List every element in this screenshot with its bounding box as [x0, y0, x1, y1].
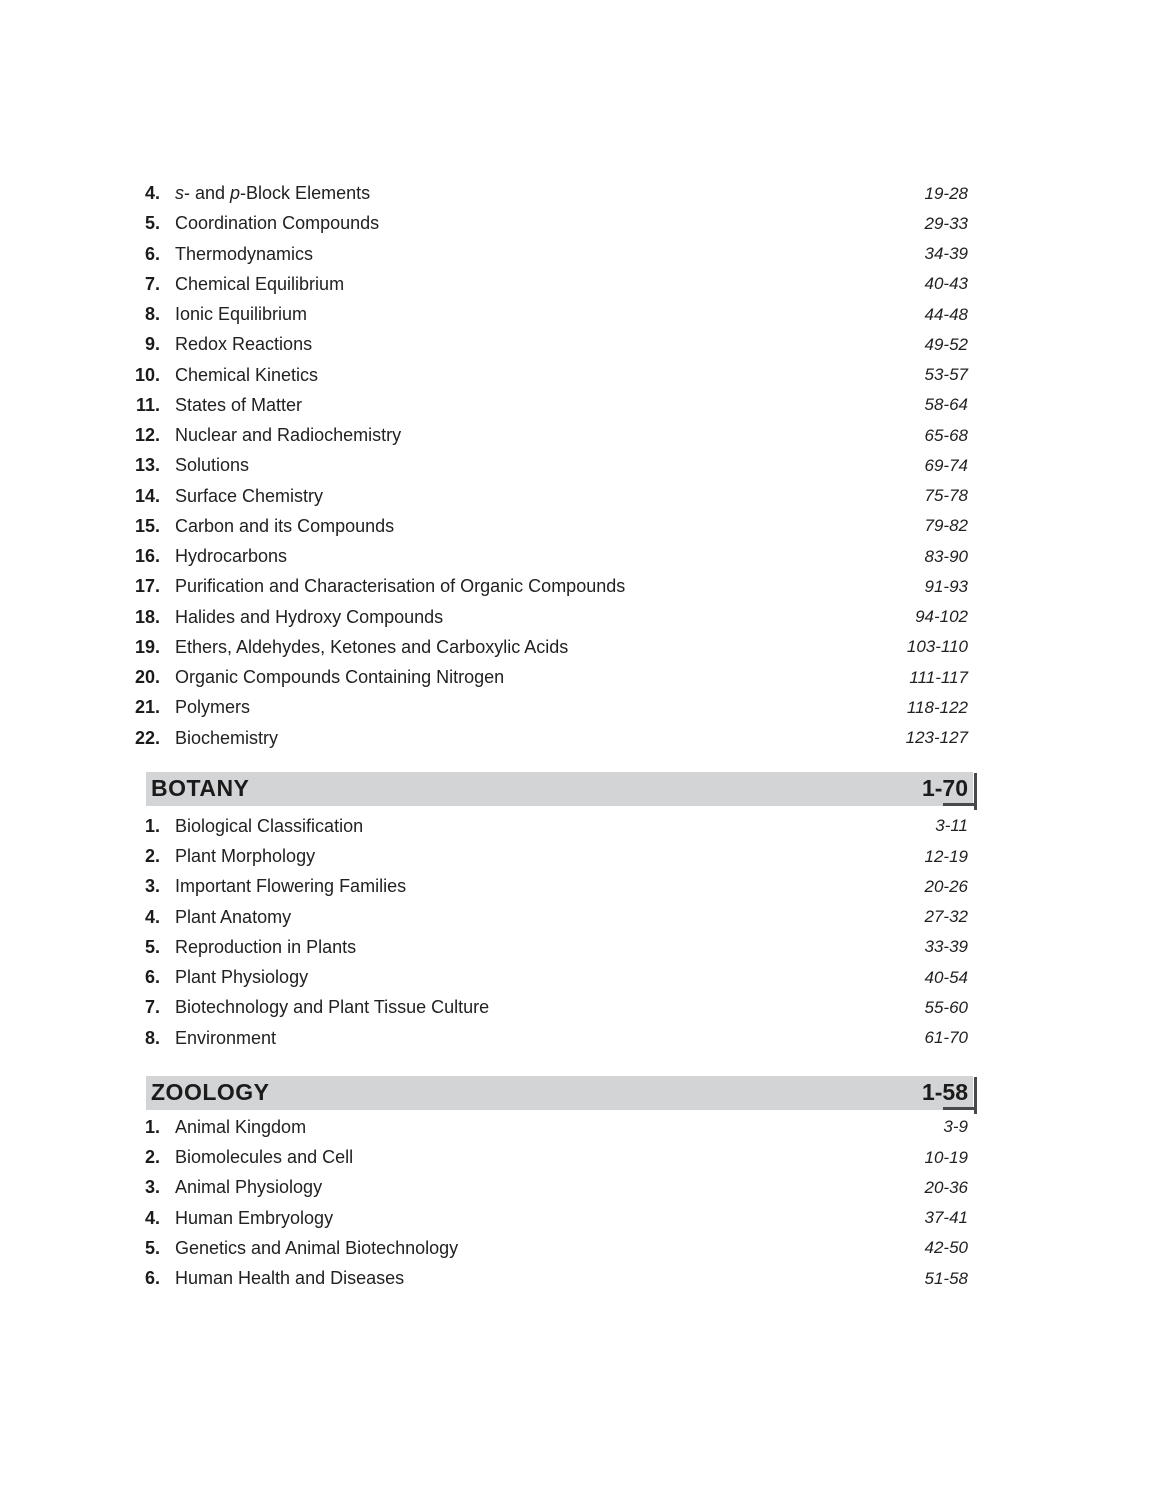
- chapter-title: Carbon and its Compounds: [175, 515, 395, 536]
- toc-row: [134, 841, 973, 871]
- chapter-page-range: 61-70: [924, 1028, 968, 1048]
- toc-row: [134, 692, 973, 722]
- chapter-title: Nuclear and Radiochemistry: [175, 425, 402, 446]
- chapter-title: Chemical Kinetics: [175, 364, 319, 385]
- chapter-page-range: 3-11: [935, 816, 968, 836]
- chapter-page-range: 27-32: [924, 907, 968, 927]
- chapter-number: 1.: [144, 1116, 160, 1137]
- chapter-title: Biochemistry: [175, 727, 279, 748]
- toc-row: [134, 571, 973, 601]
- chapter-number: 9.: [144, 334, 160, 355]
- chapter-number: 17.: [134, 576, 160, 597]
- chapter-title: Biotechnology and Plant Tissue Culture: [175, 997, 490, 1018]
- chapter-page-range: 20-26: [924, 876, 968, 896]
- chapter-number: 6.: [144, 243, 160, 264]
- toc-row: [134, 1203, 973, 1233]
- toc-row: [134, 390, 973, 420]
- toc-row: [134, 992, 973, 1022]
- chapter-number: 2.: [144, 846, 160, 867]
- chapter-page-range: 79-82: [924, 516, 968, 536]
- toc-row: [134, 178, 973, 208]
- toc-row: [134, 420, 973, 450]
- section-botany: [134, 772, 973, 1053]
- chapter-number: 15.: [134, 515, 160, 536]
- chapter-title: Environment: [175, 1027, 277, 1048]
- chapter-page-range: 40-43: [924, 274, 968, 294]
- chapter-title: Plant Morphology: [175, 846, 316, 867]
- chapter-title: Plant Anatomy: [175, 906, 292, 927]
- chapter-page-range: 49-52: [924, 334, 968, 354]
- chapter-page-range: 19-28: [924, 183, 968, 203]
- chapter-title: States of Matter: [175, 394, 303, 415]
- toc-row: [134, 871, 973, 901]
- chapter-title: Redox Reactions: [175, 334, 313, 355]
- chapter-page-range: 123-127: [905, 728, 968, 748]
- chapter-number: 12.: [134, 425, 160, 446]
- chapter-page-range: 40-54: [924, 967, 968, 987]
- section-title: BOTANY: [151, 775, 250, 802]
- chapter-title: Biological Classification: [175, 815, 364, 836]
- toc-content: [134, 0, 973, 1293]
- chapter-title: Important Flowering Families: [175, 876, 407, 897]
- chapter-page-range: 58-64: [924, 395, 968, 415]
- chapter-page-range: 65-68: [924, 425, 968, 445]
- chapter-page-range: 12-19: [924, 846, 968, 866]
- chapter-number: 16.: [134, 546, 160, 567]
- chapter-number: 19.: [134, 636, 160, 657]
- chapter-title: Plant Physiology: [175, 967, 309, 988]
- section-chemistry-continued: [134, 178, 973, 753]
- chapter-title: Biomolecules and Cell: [175, 1147, 354, 1168]
- chapter-number: 13.: [134, 455, 160, 476]
- section-zoology: [134, 1076, 973, 1294]
- chapter-title: Solutions: [175, 455, 250, 476]
- corner-bracket-horizontal: [943, 803, 977, 806]
- toc-row: [134, 208, 973, 238]
- section-page-range: 1-58: [921, 1079, 968, 1106]
- chapter-title: Animal Kingdom: [175, 1116, 307, 1137]
- chapter-page-range: 34-39: [924, 244, 968, 264]
- chapter-page-range: 83-90: [924, 546, 968, 566]
- chapter-number: 5.: [144, 936, 160, 957]
- chapter-list-botany: [134, 811, 973, 1053]
- toc-row: [134, 1142, 973, 1172]
- chapter-number: 3.: [144, 1177, 160, 1198]
- chapter-page-range: 44-48: [924, 304, 968, 324]
- chapter-page-range: 53-57: [924, 365, 968, 385]
- toc-row: [134, 602, 973, 632]
- chapter-title: Animal Physiology: [175, 1177, 323, 1198]
- chapter-title: Hydrocarbons: [175, 546, 288, 567]
- chapter-title: Thermodynamics: [175, 243, 314, 264]
- toc-row: [134, 1112, 973, 1142]
- chapter-number: 5.: [144, 1237, 160, 1258]
- chapter-number: 22.: [134, 727, 160, 748]
- chapter-title: Genetics and Animal Biotechnology: [175, 1237, 459, 1258]
- chapter-title: Ethers, Aldehydes, Ketones and Carboxylic Acids: [175, 636, 569, 657]
- chapter-number: 20.: [134, 667, 160, 688]
- chapter-title: Organic Compounds Containing Nitrogen: [175, 667, 505, 688]
- toc-row: [134, 329, 973, 359]
- toc-row: [134, 962, 973, 992]
- toc-row: [134, 723, 973, 753]
- chapter-number: 1.: [144, 815, 160, 836]
- chapter-page-range: 75-78: [924, 486, 968, 506]
- chapter-number: 7.: [144, 997, 160, 1018]
- section-title: ZOOLOGY: [151, 1079, 270, 1106]
- chapter-number: 21.: [134, 697, 160, 718]
- chapter-number: 3.: [144, 876, 160, 897]
- chapter-list-zoology: [134, 1112, 973, 1294]
- chapter-title: s- and p-Block Elements: [175, 183, 371, 204]
- toc-row: [134, 481, 973, 511]
- chapter-number: 4.: [144, 1207, 160, 1228]
- chapter-title: Ionic Equilibrium: [175, 304, 308, 325]
- chapter-page-range: 111-117: [909, 667, 968, 687]
- chapter-list-chemistry: [134, 178, 973, 753]
- toc-row: [134, 932, 973, 962]
- chapter-title: Reproduction in Plants: [175, 936, 357, 957]
- chapter-title: Human Embryology: [175, 1207, 334, 1228]
- chapter-page-range: 29-33: [924, 213, 968, 233]
- toc-row: [134, 902, 973, 932]
- chapter-page-range: 94-102: [915, 607, 968, 627]
- toc-row: [134, 632, 973, 662]
- chapter-page-range: 42-50: [924, 1238, 968, 1258]
- chapter-page-range: 51-58: [924, 1268, 968, 1288]
- toc-row: [134, 1263, 973, 1293]
- toc-row: [134, 299, 973, 329]
- chapter-number: 8.: [144, 304, 160, 325]
- toc-row: [134, 239, 973, 269]
- chapter-title: Chemical Equilibrium: [175, 273, 345, 294]
- chapter-number: 14.: [134, 485, 160, 506]
- toc-row: [134, 1172, 973, 1202]
- chapter-page-range: 33-39: [924, 937, 968, 957]
- toc-row: [134, 511, 973, 541]
- chapter-number: 6.: [144, 967, 160, 988]
- chapter-page-range: 118-122: [906, 697, 968, 717]
- section-page-range: 1-70: [921, 775, 968, 802]
- chapter-title: Polymers: [175, 697, 251, 718]
- chapter-page-range: 3-9: [943, 1117, 968, 1137]
- chapter-number: 11.: [135, 394, 160, 415]
- chapter-number: 5.: [144, 213, 160, 234]
- chapter-title: Purification and Characterisation of Organic Compounds: [175, 576, 626, 597]
- chapter-number: 8.: [144, 1027, 160, 1048]
- toc-row: [134, 811, 973, 841]
- section-header-zoology: [146, 1076, 973, 1110]
- chapter-number: 10.: [134, 364, 160, 385]
- chapter-page-range: 20-36: [924, 1177, 968, 1197]
- chapter-number: 4.: [144, 183, 160, 204]
- toc-row: [134, 541, 973, 571]
- chapter-title: Coordination Compounds: [175, 213, 380, 234]
- toc-row: [134, 1233, 973, 1263]
- chapter-page-range: 103-110: [906, 637, 968, 657]
- toc-row: [134, 269, 973, 299]
- chapter-number: 6.: [144, 1268, 160, 1289]
- toc-row: [134, 662, 973, 692]
- toc-row: [134, 450, 973, 480]
- chapter-number: 2.: [144, 1147, 160, 1168]
- chapter-page-range: 69-74: [924, 455, 968, 475]
- chapter-page-range: 55-60: [924, 997, 968, 1017]
- chapter-title: Human Health and Diseases: [175, 1268, 405, 1289]
- section-header-botany: [146, 772, 973, 806]
- chapter-number: 18.: [134, 606, 160, 627]
- toc-row: [134, 360, 973, 390]
- chapter-title: Surface Chemistry: [175, 485, 324, 506]
- chapter-page-range: 91-93: [924, 576, 968, 596]
- chapter-page-range: 10-19: [924, 1147, 968, 1167]
- corner-bracket-horizontal: [943, 1107, 977, 1110]
- chapter-page-range: 37-41: [924, 1208, 968, 1228]
- toc-row: [134, 1023, 973, 1053]
- chapter-number: 7.: [144, 273, 160, 294]
- chapter-number: 4.: [144, 906, 160, 927]
- chapter-title: Halides and Hydroxy Compounds: [175, 606, 444, 627]
